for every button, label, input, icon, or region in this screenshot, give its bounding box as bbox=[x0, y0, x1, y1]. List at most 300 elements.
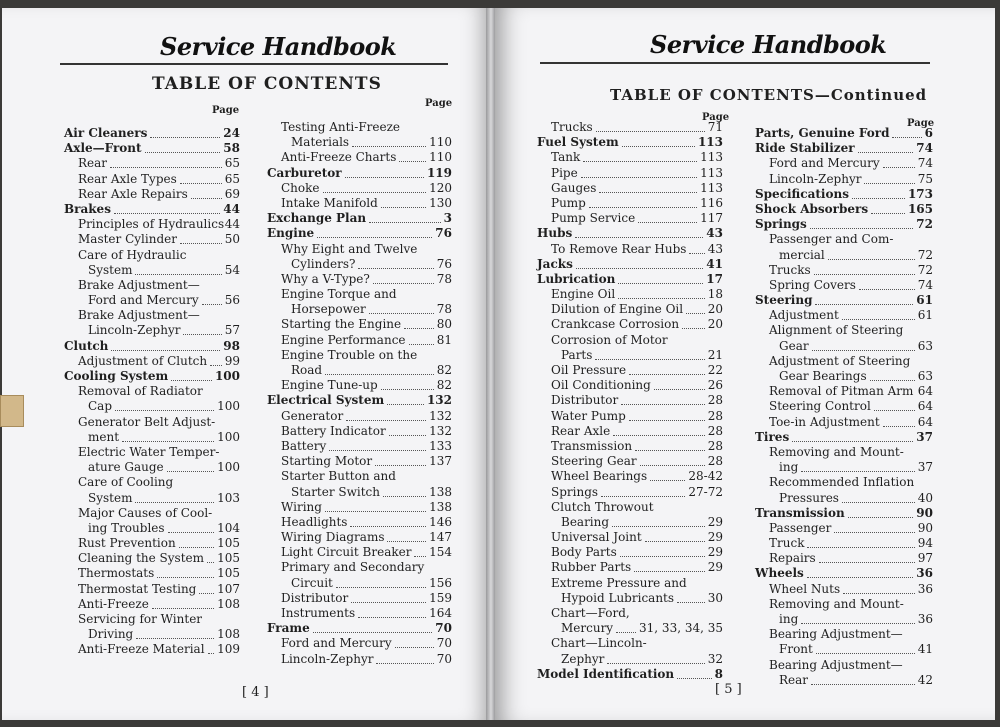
toc-entry bbox=[64, 217, 240, 232]
toc-entry bbox=[64, 399, 240, 414]
dot-leader bbox=[381, 378, 434, 390]
toc-entry-title: System bbox=[88, 262, 133, 277]
toc-entry bbox=[755, 293, 933, 308]
toc-entry bbox=[64, 187, 240, 202]
toc-entry-title: Exchange Plan bbox=[267, 211, 367, 226]
toc-entry-title: Tank bbox=[551, 150, 581, 165]
toc-entry bbox=[755, 187, 933, 202]
toc-entry-title: Wheels bbox=[755, 566, 804, 581]
toc-entry-page: 105 bbox=[217, 551, 240, 566]
toc-entry bbox=[537, 242, 723, 257]
dot-leader bbox=[677, 667, 712, 679]
toc-entry bbox=[267, 485, 452, 500]
toc-entry-page: 94 bbox=[917, 536, 933, 551]
dot-leader bbox=[135, 491, 214, 503]
toc-entry bbox=[755, 217, 933, 232]
dot-leader bbox=[848, 506, 913, 518]
toc-entry bbox=[64, 445, 240, 460]
toc-entry-title: Anti-Freeze bbox=[78, 596, 149, 611]
toc-entry-title: Repairs bbox=[769, 551, 816, 566]
toc-entry-title: Horsepower bbox=[291, 302, 366, 317]
toc-entry-page: 98 bbox=[223, 338, 240, 353]
toc-entry-page: 37 bbox=[916, 429, 933, 444]
toc-entry bbox=[755, 323, 933, 338]
toc-entry-title: Battery bbox=[281, 438, 327, 453]
toc-entry-title: Circuit bbox=[291, 575, 333, 590]
toc-entry-page: 44 bbox=[223, 201, 240, 216]
toc-entry-title: Passenger and Com- bbox=[769, 232, 894, 247]
toc-entry bbox=[537, 409, 723, 424]
toc-entry bbox=[537, 591, 723, 606]
dot-leader bbox=[199, 582, 214, 594]
toc-entry-page: 57 bbox=[224, 323, 240, 338]
toc-entry bbox=[755, 308, 933, 323]
toc-entry bbox=[755, 202, 933, 217]
toc-entry-page: 72 bbox=[916, 217, 933, 232]
toc-entry bbox=[267, 515, 452, 530]
dot-leader bbox=[414, 545, 426, 557]
toc-entry bbox=[755, 627, 933, 642]
toc-entry bbox=[537, 272, 723, 287]
toc-entry-page: 31, 33, 34, 35 bbox=[639, 621, 723, 636]
toc-entry-title: Removal of Pitman Arm bbox=[769, 384, 914, 399]
toc-entry bbox=[64, 232, 240, 247]
header-rule bbox=[540, 62, 930, 64]
toc-entry-title: Removing and Mount- bbox=[769, 596, 904, 611]
dot-leader bbox=[404, 317, 434, 329]
toc-entry bbox=[537, 652, 723, 667]
toc-entry-title: Road bbox=[291, 363, 323, 377]
toc-entry-title: Transmission bbox=[551, 438, 633, 453]
dot-leader bbox=[892, 126, 922, 138]
toc-entry-page: 159 bbox=[429, 590, 452, 605]
toc-entry bbox=[755, 658, 933, 673]
toc-entry bbox=[755, 263, 933, 278]
toc-entry bbox=[64, 308, 240, 323]
toc-entry-page: 173 bbox=[907, 186, 933, 201]
toc-entry-title: Materials bbox=[291, 135, 350, 150]
toc-entry-title: System bbox=[88, 490, 133, 505]
toc-entry-title: ing bbox=[779, 612, 799, 626]
toc-entry-title: Rear Axle bbox=[551, 423, 611, 438]
dot-leader bbox=[686, 302, 705, 314]
page-number: [ 5 ] bbox=[715, 682, 742, 697]
toc-entry bbox=[537, 120, 723, 135]
toc-entry bbox=[267, 181, 452, 196]
dot-leader bbox=[811, 673, 915, 685]
toc-entry-page: 56 bbox=[224, 293, 240, 308]
toc-entry-page: 70 bbox=[436, 651, 452, 666]
toc-entry-page: 82 bbox=[436, 363, 452, 377]
toc-entry-title: Engine bbox=[267, 226, 315, 241]
toc-entry-title: Rust Prevention bbox=[78, 536, 176, 551]
toc-entry bbox=[267, 196, 452, 211]
toc-entry bbox=[755, 536, 933, 551]
toc-entry-title: To Remove Rear Hubs bbox=[551, 241, 687, 256]
toc-entry-page: 29 bbox=[707, 545, 723, 560]
toc-entry-page: 116 bbox=[700, 195, 723, 210]
toc-entry-title: Ride Stabilizer bbox=[755, 141, 855, 156]
dot-leader bbox=[122, 430, 214, 442]
dot-leader bbox=[640, 454, 705, 466]
toc-entry-page: 138 bbox=[429, 484, 452, 499]
toc-entry bbox=[64, 430, 240, 445]
dot-leader bbox=[135, 263, 222, 275]
toc-entry-title: Oil Pressure bbox=[551, 363, 627, 377]
page-title: TABLE OF CONTENTS—Continued bbox=[610, 86, 928, 104]
page-column-label: Page bbox=[425, 98, 453, 109]
dot-leader bbox=[115, 399, 214, 411]
toc-entry bbox=[267, 333, 452, 348]
dot-leader bbox=[618, 287, 705, 299]
dot-leader bbox=[387, 530, 426, 542]
page-header: Service Handbook bbox=[160, 32, 397, 61]
toc-entry-title: Testing Anti-Freeze bbox=[281, 120, 401, 134]
toc-entry bbox=[267, 287, 452, 302]
toc-entry-title: Choke bbox=[281, 180, 320, 195]
toc-entry-page: 132 bbox=[426, 393, 452, 408]
toc-entry-title: Brakes bbox=[64, 201, 111, 216]
toc-entry-page: 154 bbox=[429, 545, 452, 560]
toc-entry-page: 64 bbox=[917, 414, 933, 429]
toc-entry-title: Why a V-Type? bbox=[281, 271, 370, 286]
toc-entry bbox=[267, 545, 452, 560]
toc-entry-title: Zephyr bbox=[561, 651, 605, 666]
toc-entry-page: 147 bbox=[429, 530, 452, 545]
toc-entry-title: Hypoid Lubricants bbox=[561, 590, 675, 605]
toc-entry bbox=[537, 150, 723, 165]
toc-entry bbox=[755, 491, 933, 506]
toc-entry-title: Starter Switch bbox=[291, 484, 381, 499]
toc-entry-title: Trucks bbox=[551, 120, 593, 134]
dot-leader bbox=[336, 576, 426, 588]
dot-leader bbox=[381, 196, 426, 208]
toc-entry bbox=[755, 551, 933, 566]
toc-entry-page: 156 bbox=[429, 575, 452, 590]
toc-entry-title: Steering Control bbox=[769, 399, 871, 414]
toc-entry-page: 27-72 bbox=[688, 484, 723, 499]
dot-leader bbox=[369, 211, 441, 223]
toc-entry-page: 108 bbox=[217, 596, 240, 611]
toc-entry-page: 97 bbox=[917, 551, 933, 566]
toc-entry bbox=[267, 652, 452, 667]
dot-leader bbox=[601, 485, 685, 497]
toc-entry-page: 74 bbox=[916, 141, 933, 156]
toc-entry-page: 110 bbox=[429, 150, 452, 165]
toc-entry bbox=[537, 576, 723, 591]
dot-leader bbox=[618, 272, 703, 284]
toc-entry-page: 20 bbox=[707, 302, 723, 317]
toc-entry-title: Light Circuit Breaker bbox=[281, 545, 412, 560]
toc-entry bbox=[755, 642, 933, 657]
toc-entry bbox=[537, 317, 723, 332]
toc-entry-title: Thermostat Testing bbox=[78, 581, 197, 596]
toc-entry-page: 61 bbox=[916, 293, 933, 308]
toc-entry-title: Rear bbox=[779, 672, 809, 687]
toc-column-1 bbox=[537, 120, 723, 682]
toc-entry-title: Electrical System bbox=[267, 393, 385, 408]
dot-leader bbox=[346, 409, 426, 421]
dot-leader bbox=[801, 612, 915, 624]
toc-entry-title: Truck bbox=[769, 536, 805, 551]
toc-entry-page: 37 bbox=[917, 460, 933, 475]
toc-entry-title: Springs bbox=[551, 484, 599, 499]
toc-entry bbox=[537, 378, 723, 393]
toc-entry bbox=[755, 248, 933, 263]
toc-entry-page: 110 bbox=[429, 135, 452, 150]
toc-entry-title: Jacks bbox=[537, 256, 573, 271]
toc-entry-title: Servicing for Winter bbox=[78, 612, 203, 626]
toc-entry-page: 42 bbox=[917, 672, 933, 687]
toc-entry bbox=[755, 339, 933, 354]
dot-leader bbox=[576, 257, 703, 269]
toc-entry-title: Lincoln-Zephyr bbox=[281, 651, 374, 666]
toc-entry-page: 113 bbox=[697, 135, 723, 150]
toc-entry bbox=[537, 181, 723, 196]
dot-leader bbox=[634, 560, 705, 572]
toc-entry bbox=[64, 172, 240, 187]
dot-leader bbox=[179, 536, 214, 548]
toc-entry-page: 113 bbox=[700, 165, 723, 180]
toc-entry bbox=[537, 606, 723, 621]
toc-entry bbox=[537, 287, 723, 302]
bookmark-tab bbox=[0, 395, 24, 427]
dot-leader bbox=[654, 378, 705, 390]
toc-entry-page: 130 bbox=[429, 195, 452, 210]
toc-entry-title: Crankcase Corrosion bbox=[551, 317, 680, 332]
toc-entry-title: Care of Cooling bbox=[78, 475, 174, 490]
toc-entry bbox=[267, 348, 452, 363]
toc-entry-page: 70 bbox=[435, 621, 452, 636]
toc-entry bbox=[537, 196, 723, 211]
toc-entry bbox=[755, 141, 933, 156]
dot-leader bbox=[816, 642, 915, 654]
toc-entry-title: Headlights bbox=[281, 514, 348, 529]
dot-leader bbox=[210, 354, 222, 366]
toc-entry-page: 104 bbox=[217, 520, 240, 535]
toc-entry-page: 138 bbox=[429, 499, 452, 514]
toc-entry-title: Distributor bbox=[281, 590, 349, 605]
toc-entry bbox=[64, 126, 240, 141]
dot-leader bbox=[145, 141, 220, 153]
toc-entry bbox=[537, 560, 723, 575]
dot-leader bbox=[395, 636, 434, 648]
dot-leader bbox=[689, 242, 705, 254]
toc-entry-title: Passenger bbox=[769, 520, 832, 535]
toc-entry bbox=[537, 454, 723, 469]
toc-entry-title: Mercury bbox=[561, 621, 614, 636]
toc-entry-title: Air Cleaners bbox=[64, 126, 148, 140]
toc-entry-title: Spring Covers bbox=[769, 277, 856, 292]
toc-entry bbox=[537, 515, 723, 530]
dot-leader bbox=[792, 430, 913, 442]
toc-entry-title: Starter Button and bbox=[281, 469, 396, 484]
toc-entry-title: Removal of Radiator bbox=[78, 384, 203, 399]
toc-entry bbox=[64, 612, 240, 627]
page-number: [ 4 ] bbox=[242, 685, 269, 700]
toc-entry bbox=[537, 226, 723, 241]
toc-entry bbox=[64, 475, 240, 490]
toc-column-2 bbox=[755, 126, 933, 688]
toc-entry-page: 107 bbox=[217, 581, 240, 596]
header-rule bbox=[60, 63, 448, 65]
toc-entry-page: 20 bbox=[707, 317, 723, 332]
toc-entry bbox=[537, 393, 723, 408]
toc-entry-title: Bearing Adjustment— bbox=[769, 627, 903, 642]
toc-entry-page: 100 bbox=[217, 399, 240, 414]
toc-entry-page: 99 bbox=[224, 353, 240, 368]
toc-entry-page: 26 bbox=[707, 378, 723, 393]
toc-entry bbox=[64, 597, 240, 612]
toc-entry bbox=[267, 363, 452, 378]
toc-entry bbox=[267, 454, 452, 469]
toc-entry-page: 71 bbox=[707, 120, 723, 134]
dot-leader bbox=[801, 460, 915, 472]
right-page bbox=[495, 8, 995, 720]
toc-entry-title: Pump bbox=[551, 195, 586, 210]
toc-entry-page: 61 bbox=[917, 308, 933, 323]
toc-entry bbox=[64, 536, 240, 551]
dot-leader bbox=[596, 120, 705, 132]
toc-entry-page: 105 bbox=[217, 566, 240, 581]
dot-leader bbox=[682, 317, 705, 329]
toc-entry-page: 105 bbox=[217, 536, 240, 551]
dot-leader bbox=[167, 460, 214, 472]
toc-entry-page: 54 bbox=[224, 262, 240, 277]
toc-entry-page: 103 bbox=[217, 490, 240, 505]
toc-entry bbox=[267, 636, 452, 651]
toc-entry-page: 28 bbox=[707, 393, 723, 408]
toc-entry bbox=[755, 354, 933, 369]
toc-entry-page: 90 bbox=[916, 505, 933, 520]
dot-leader bbox=[375, 454, 426, 466]
toc-entry-title: Cooling System bbox=[64, 369, 169, 383]
toc-entry bbox=[755, 369, 933, 384]
dot-leader bbox=[383, 485, 426, 497]
dot-leader bbox=[180, 232, 222, 244]
dot-leader bbox=[114, 202, 220, 214]
toc-entry-page: 165 bbox=[907, 201, 933, 216]
dot-leader bbox=[358, 606, 426, 618]
dot-leader bbox=[171, 369, 212, 381]
toc-entry bbox=[537, 545, 723, 560]
toc-entry bbox=[755, 566, 933, 581]
toc-entry-title: Recommended Inflation bbox=[769, 475, 915, 490]
toc-entry bbox=[64, 156, 240, 171]
toc-entry-title: Brake Adjustment— bbox=[78, 277, 200, 292]
dot-leader bbox=[352, 135, 426, 147]
dot-leader bbox=[389, 424, 426, 436]
toc-entry-page: 29 bbox=[707, 560, 723, 575]
toc-entry bbox=[64, 339, 240, 354]
dot-leader bbox=[152, 597, 214, 609]
toc-entry-page: 82 bbox=[436, 378, 452, 393]
toc-entry bbox=[267, 424, 452, 439]
toc-entry bbox=[537, 302, 723, 317]
toc-entry bbox=[64, 248, 240, 263]
toc-entry-title: Driving bbox=[88, 627, 134, 642]
toc-entry-title: Alignment of Steering bbox=[769, 323, 904, 338]
toc-entry bbox=[64, 354, 240, 369]
toc-entry-title: Primary and Secondary bbox=[281, 560, 425, 575]
toc-entry-page: 41 bbox=[917, 642, 933, 657]
toc-entry bbox=[267, 576, 452, 591]
toc-entry-title: Battery Indicator bbox=[281, 423, 386, 438]
dot-leader bbox=[613, 424, 705, 436]
toc-entry-title: Adjustment bbox=[769, 308, 839, 323]
toc-entry-title: Distributor bbox=[551, 393, 619, 408]
toc-entry-page: 28-42 bbox=[688, 469, 723, 484]
dot-leader bbox=[583, 150, 697, 162]
toc-entry-title: Pressures bbox=[779, 490, 839, 505]
dot-leader bbox=[111, 339, 220, 351]
dot-leader bbox=[621, 393, 705, 405]
toc-entry-page: 74 bbox=[917, 277, 933, 292]
page-title: TABLE OF CONTENTS bbox=[152, 74, 382, 94]
dot-leader bbox=[325, 500, 426, 512]
toc-entry-page: 30 bbox=[707, 590, 723, 605]
toc-entry-page: 43 bbox=[706, 226, 723, 241]
dot-leader bbox=[180, 172, 222, 184]
toc-entry-page: 78 bbox=[436, 271, 452, 286]
dot-leader bbox=[595, 348, 705, 360]
toc-entry bbox=[267, 242, 452, 257]
toc-entry bbox=[267, 393, 452, 408]
toc-entry-title: Anti-Freeze Charts bbox=[281, 150, 397, 165]
dot-leader bbox=[409, 333, 434, 345]
toc-entry-title: Adjustment of Clutch bbox=[78, 353, 208, 368]
toc-entry bbox=[755, 430, 933, 445]
toc-entry bbox=[755, 172, 933, 187]
toc-entry-page: 164 bbox=[429, 606, 452, 620]
toc-entry bbox=[537, 500, 723, 515]
dot-leader bbox=[110, 156, 222, 168]
toc-entry bbox=[755, 460, 933, 475]
toc-entry-title: Removing and Mount- bbox=[769, 444, 904, 459]
page-column-label: Page bbox=[702, 112, 730, 123]
toc-entry-page: 72 bbox=[917, 247, 933, 262]
toc-entry-title: Generator Belt Adjust- bbox=[78, 414, 216, 429]
toc-entry-title: ature Gauge bbox=[88, 460, 164, 475]
dot-leader bbox=[620, 545, 705, 557]
dot-leader bbox=[350, 515, 426, 527]
toc-entry-page: 21 bbox=[707, 347, 723, 362]
toc-entry-title: Intake Manifold bbox=[281, 195, 378, 210]
toc-entry-title: Rear Axle Types bbox=[78, 171, 177, 186]
toc-entry-title: ing bbox=[779, 460, 799, 475]
toc-entry-title: ment bbox=[88, 429, 120, 444]
toc-entry-page: 29 bbox=[707, 530, 723, 545]
dot-leader bbox=[136, 627, 214, 639]
dot-leader bbox=[313, 621, 432, 633]
toc-entry-page: 43 bbox=[707, 241, 723, 256]
toc-entry-page: 63 bbox=[917, 338, 933, 353]
toc-entry-title: mercial bbox=[779, 247, 825, 262]
toc-entry-title: Why Eight and Twelve bbox=[281, 241, 418, 256]
toc-entry-title: Oil Conditioning bbox=[551, 378, 651, 393]
toc-entry bbox=[267, 211, 452, 226]
toc-entry-page: 119 bbox=[426, 165, 452, 180]
toc-entry-title: Steering bbox=[755, 293, 813, 308]
toc-entry bbox=[267, 591, 452, 606]
toc-entry-title: Engine Performance bbox=[281, 332, 406, 347]
dot-leader bbox=[612, 515, 705, 527]
dot-leader bbox=[629, 363, 705, 375]
toc-entry-title: Parts bbox=[561, 347, 593, 362]
dot-leader bbox=[842, 491, 915, 503]
toc-column-2 bbox=[267, 120, 452, 667]
toc-entry-page: 113 bbox=[700, 150, 723, 165]
